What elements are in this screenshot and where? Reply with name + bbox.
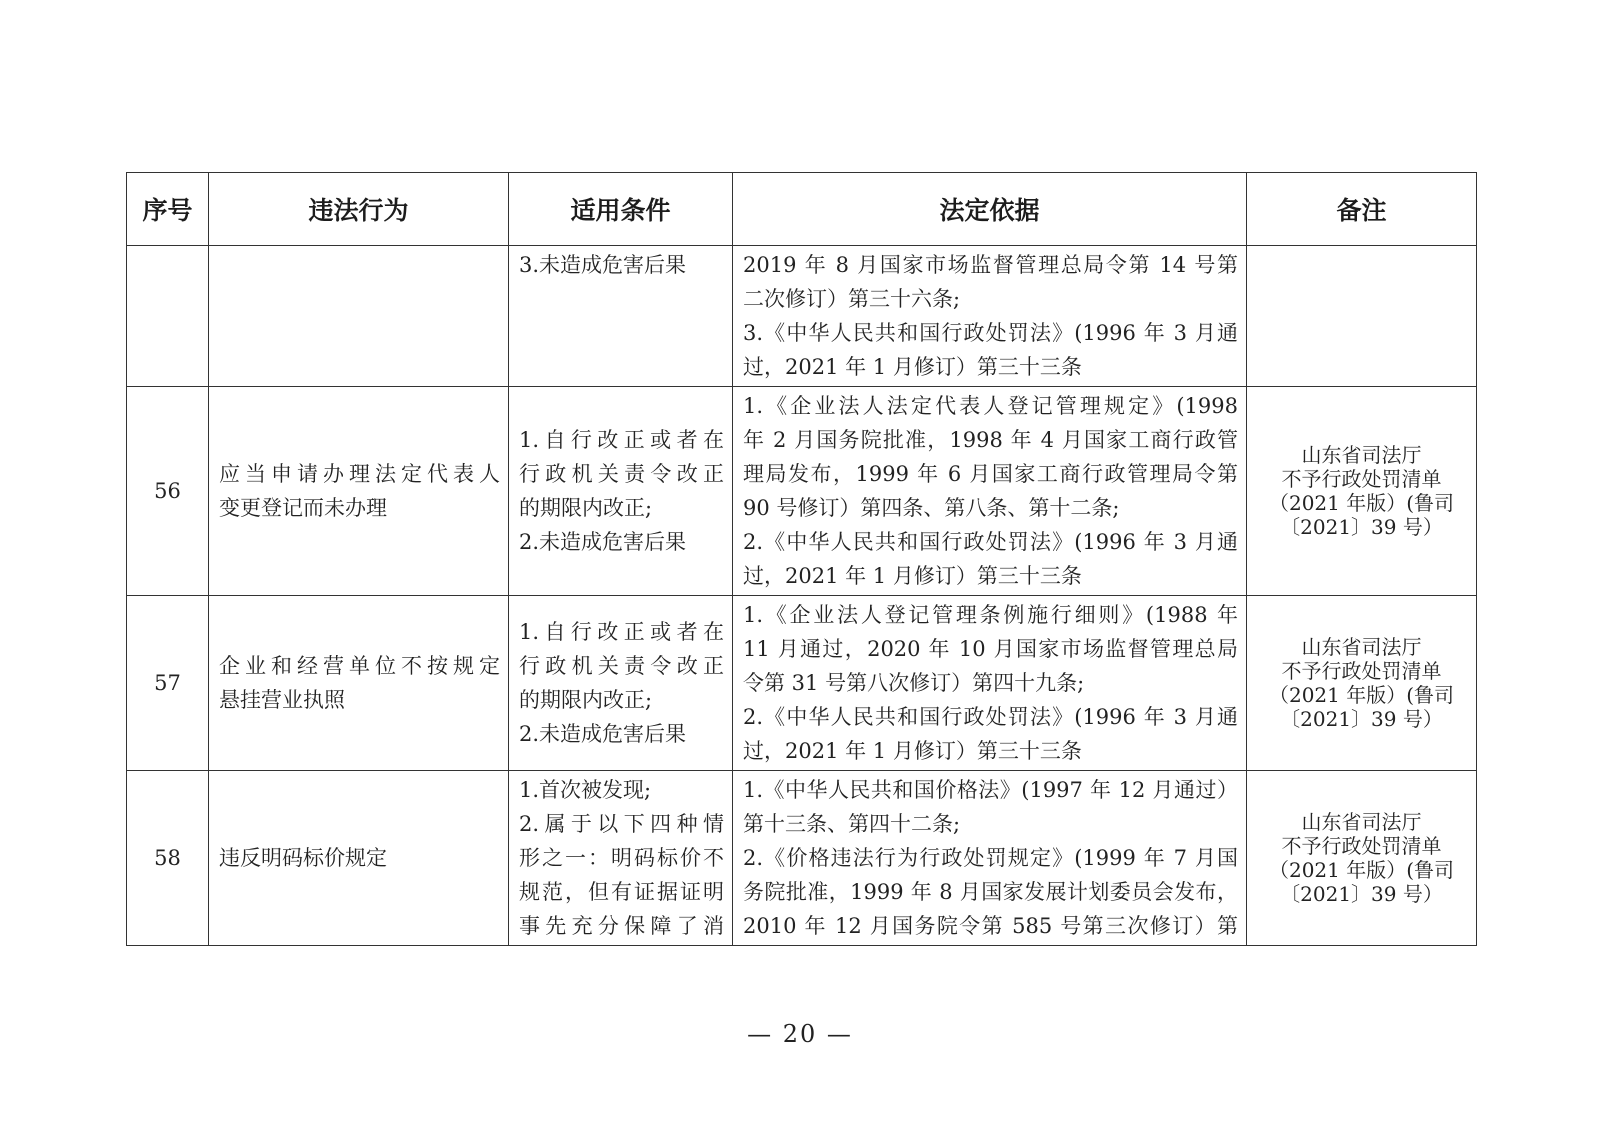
behavior-line: 企业和经营单位不按规定 [219, 654, 500, 678]
table-row [127, 771, 1477, 946]
basis-line: 过，2021 年 1 月修订）第三十三条 [743, 564, 1082, 588]
basis-line: 年 2 月国务院批准，1998 年 4 月国家工商行政管 [743, 428, 1238, 452]
basis-line: 11 月通过，2020 年 10 月国家市场监督管理总局 [743, 637, 1238, 661]
remarks-line: 山东省司法厅 [1301, 810, 1422, 834]
behavior-cell [209, 246, 509, 387]
table-row [127, 387, 1477, 596]
remarks-cell [1247, 246, 1477, 387]
conditions-cell [509, 246, 733, 387]
header-seq: 序号 [127, 173, 209, 246]
conditions-line: 1.自行改正或者在 [519, 428, 724, 452]
basis-line: 2019 年 8 月国家市场监督管理总局令第 14 号第 [743, 253, 1238, 277]
conditions-line: 1.自行改正或者在 [519, 620, 724, 644]
basis-cell [733, 246, 1247, 387]
remarks-line: 〔2021〕39 号） [1280, 707, 1443, 731]
basis-line: 理局发布，1999 年 6 月国家工商行政管理局令第 [743, 462, 1238, 486]
conditions-line: 1.首次被发现; [519, 778, 652, 802]
basis-cell [733, 771, 1247, 946]
remarks-line: 不予行政处罚清单 [1281, 467, 1442, 491]
conditions-line: 的期限内改正; [519, 688, 653, 712]
table-row [127, 596, 1477, 771]
table-header-row [127, 173, 1477, 246]
header-remarks: 备注 [1247, 173, 1477, 246]
remarks-cell [1247, 387, 1477, 596]
conditions-line: 规范，但有证据证明 [519, 880, 724, 904]
header-conditions: 适用条件 [509, 173, 733, 246]
behavior-line: 变更登记而未办理 [219, 496, 387, 520]
basis-line: 二次修订）第三十六条; [743, 287, 961, 311]
basis-line: 3.《中华人民共和国行政处罚法》(1996 年 3 月通 [743, 321, 1238, 345]
remarks-cell [1247, 771, 1477, 946]
conditions-line: 形之一：明码标价不 [519, 846, 724, 870]
conditions-cell [509, 771, 733, 946]
conditions-line: 2.属于以下四种情 [519, 812, 724, 836]
seq-cell: 57 [127, 596, 209, 771]
basis-line: 第十三条、第四十二条; [743, 812, 961, 836]
behavior-line: 悬挂营业执照 [219, 688, 345, 712]
basis-line: 1.《企业法人法定代表人登记管理规定》(1998 [743, 394, 1238, 418]
remarks-line: 不予行政处罚清单 [1281, 659, 1442, 683]
behavior-cell [209, 387, 509, 596]
remarks-line: （2021 年版）(鲁司 [1268, 858, 1455, 882]
conditions-line: 的期限内改正; [519, 496, 653, 520]
basis-cell [733, 596, 1247, 771]
remarks-line: 〔2021〕39 号） [1280, 882, 1443, 906]
table-row [127, 246, 1477, 387]
penalty-exemption-table [126, 172, 1477, 946]
remarks-line: （2021 年版）(鲁司 [1268, 683, 1455, 707]
behavior-line: 违反明码标价规定 [219, 846, 387, 870]
header-behavior: 违法行为 [209, 173, 509, 246]
remarks-line: 不予行政处罚清单 [1281, 834, 1442, 858]
seq-cell [127, 246, 209, 387]
basis-line: 2010 年 12 月国务院令第 585 号第三次修订）第 [743, 914, 1238, 938]
conditions-line: 2.未造成危害后果 [519, 530, 687, 554]
conditions-line: 3.未造成危害后果 [519, 253, 687, 277]
page-number: — 20 — [747, 1020, 853, 1048]
basis-cell [733, 387, 1247, 596]
basis-line: 令第 31 号第八次修订）第四十九条; [743, 671, 1085, 695]
conditions-line: 事先充分保障了消 [519, 914, 724, 938]
remarks-line: 山东省司法厅 [1301, 635, 1422, 659]
basis-line: 1.《企业法人登记管理条例施行细则》(1988 年 [743, 603, 1238, 627]
seq-cell: 58 [127, 771, 209, 946]
basis-line: 2.《价格违法行为行政处罚规定》(1999 年 7 月国 [743, 846, 1238, 870]
basis-line: 过，2021 年 1 月修订）第三十三条 [743, 739, 1082, 763]
remarks-line: 〔2021〕39 号） [1280, 515, 1443, 539]
conditions-line: 2.未造成危害后果 [519, 722, 687, 746]
conditions-cell [509, 387, 733, 596]
basis-line: 2.《中华人民共和国行政处罚法》(1996 年 3 月通 [743, 705, 1238, 729]
behavior-line: 应当申请办理法定代表人 [219, 462, 500, 486]
basis-line: 2.《中华人民共和国行政处罚法》(1996 年 3 月通 [743, 530, 1238, 554]
conditions-line: 行政机关责令改正 [519, 654, 724, 678]
remarks-cell [1247, 596, 1477, 771]
header-basis: 法定依据 [733, 173, 1247, 246]
basis-line: 过，2021 年 1 月修订）第三十三条 [743, 355, 1082, 379]
seq-cell: 56 [127, 387, 209, 596]
behavior-cell [209, 771, 509, 946]
remarks-line: 山东省司法厅 [1301, 443, 1422, 467]
remarks-line: （2021 年版）(鲁司 [1268, 491, 1455, 515]
behavior-cell [209, 596, 509, 771]
conditions-line: 行政机关责令改正 [519, 462, 724, 486]
conditions-cell [509, 596, 733, 771]
basis-line: 务院批准，1999 年 8 月国家发展计划委员会发布， [743, 880, 1238, 904]
basis-line: 1.《中华人民共和国价格法》(1997 年 12 月通过） [743, 778, 1238, 802]
basis-line: 90 号修订）第四条、第八条、第十二条; [743, 496, 1120, 520]
